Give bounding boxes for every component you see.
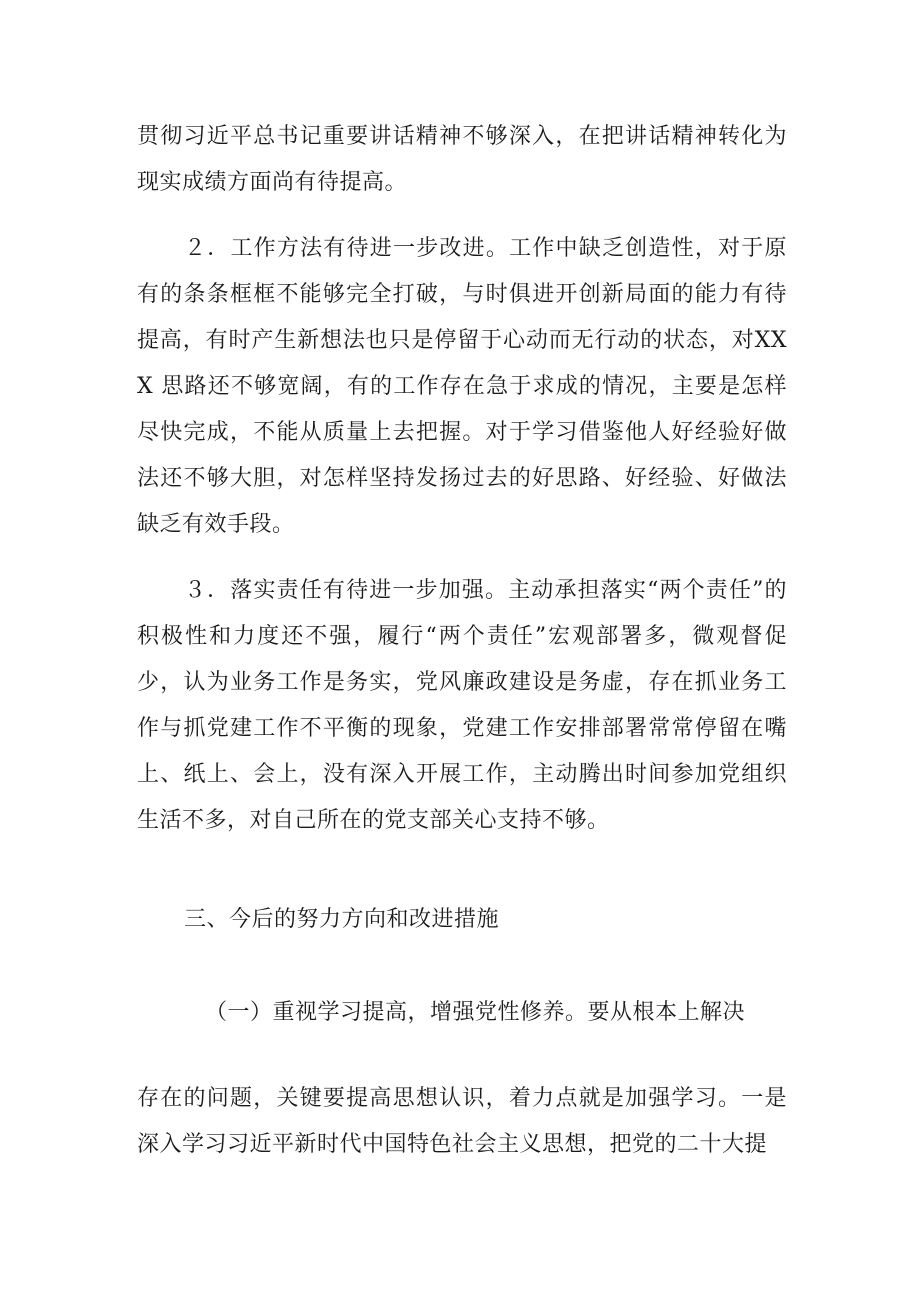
paragraph-continuation: 贯彻习近平总书记重要讲话精神不够深入，在把讲话精神转化为现实成绩方面尚有待提高。 [137, 124, 787, 195]
section-heading-three: 三、今后的努力方向和改进措施 [184, 907, 500, 932]
paragraph-item-3-responsibility: ３．落实责任有待进一步加强。主动承担落实“两个责任”的积极性和力度还不强，履行“两个责任”宏观部署多，微观督促少，认为业务工作是务实，党风廉政建设是务虚，存在抓业务工作与抓党建工作不平衡的现象，党建工作安排部署常常停留在嘴上、纸上、会上，没有深入开展工作，主动腾出时间参加党组织生活不多，对自己所在的党支部关心支持不够。 [137, 578, 787, 833]
paragraph-item-2-work-methods: ２．工作方法有待进一步改进。工作中缺乏创造性，对于原有的条条框框不能够完全打破，与时俱进开创新局面的能力有待提高，有时产生新想法也只是停留于心动而无行动的状态，对XXX 思路还不够宽阔，有的工作存在急于求成的情况，主要是怎样尽快完成，不能从质量上去把握。对于学习借鉴他人好经验好做法还不够大胆，对怎样坚持发扬过去的好思路、好经验、好做法缺乏有效手段。 [137, 236, 787, 537]
paragraph-study-measures: 存在的问题，关键要提高思想认识，着力点就是加强学习。一是深入学习习近平新时代中国特色社会主义思想，把党的二十大提 [137, 1086, 787, 1157]
subsection-heading-one: （一）重视学习提高，增强党性修养。要从根本上解决 [205, 1000, 746, 1025]
